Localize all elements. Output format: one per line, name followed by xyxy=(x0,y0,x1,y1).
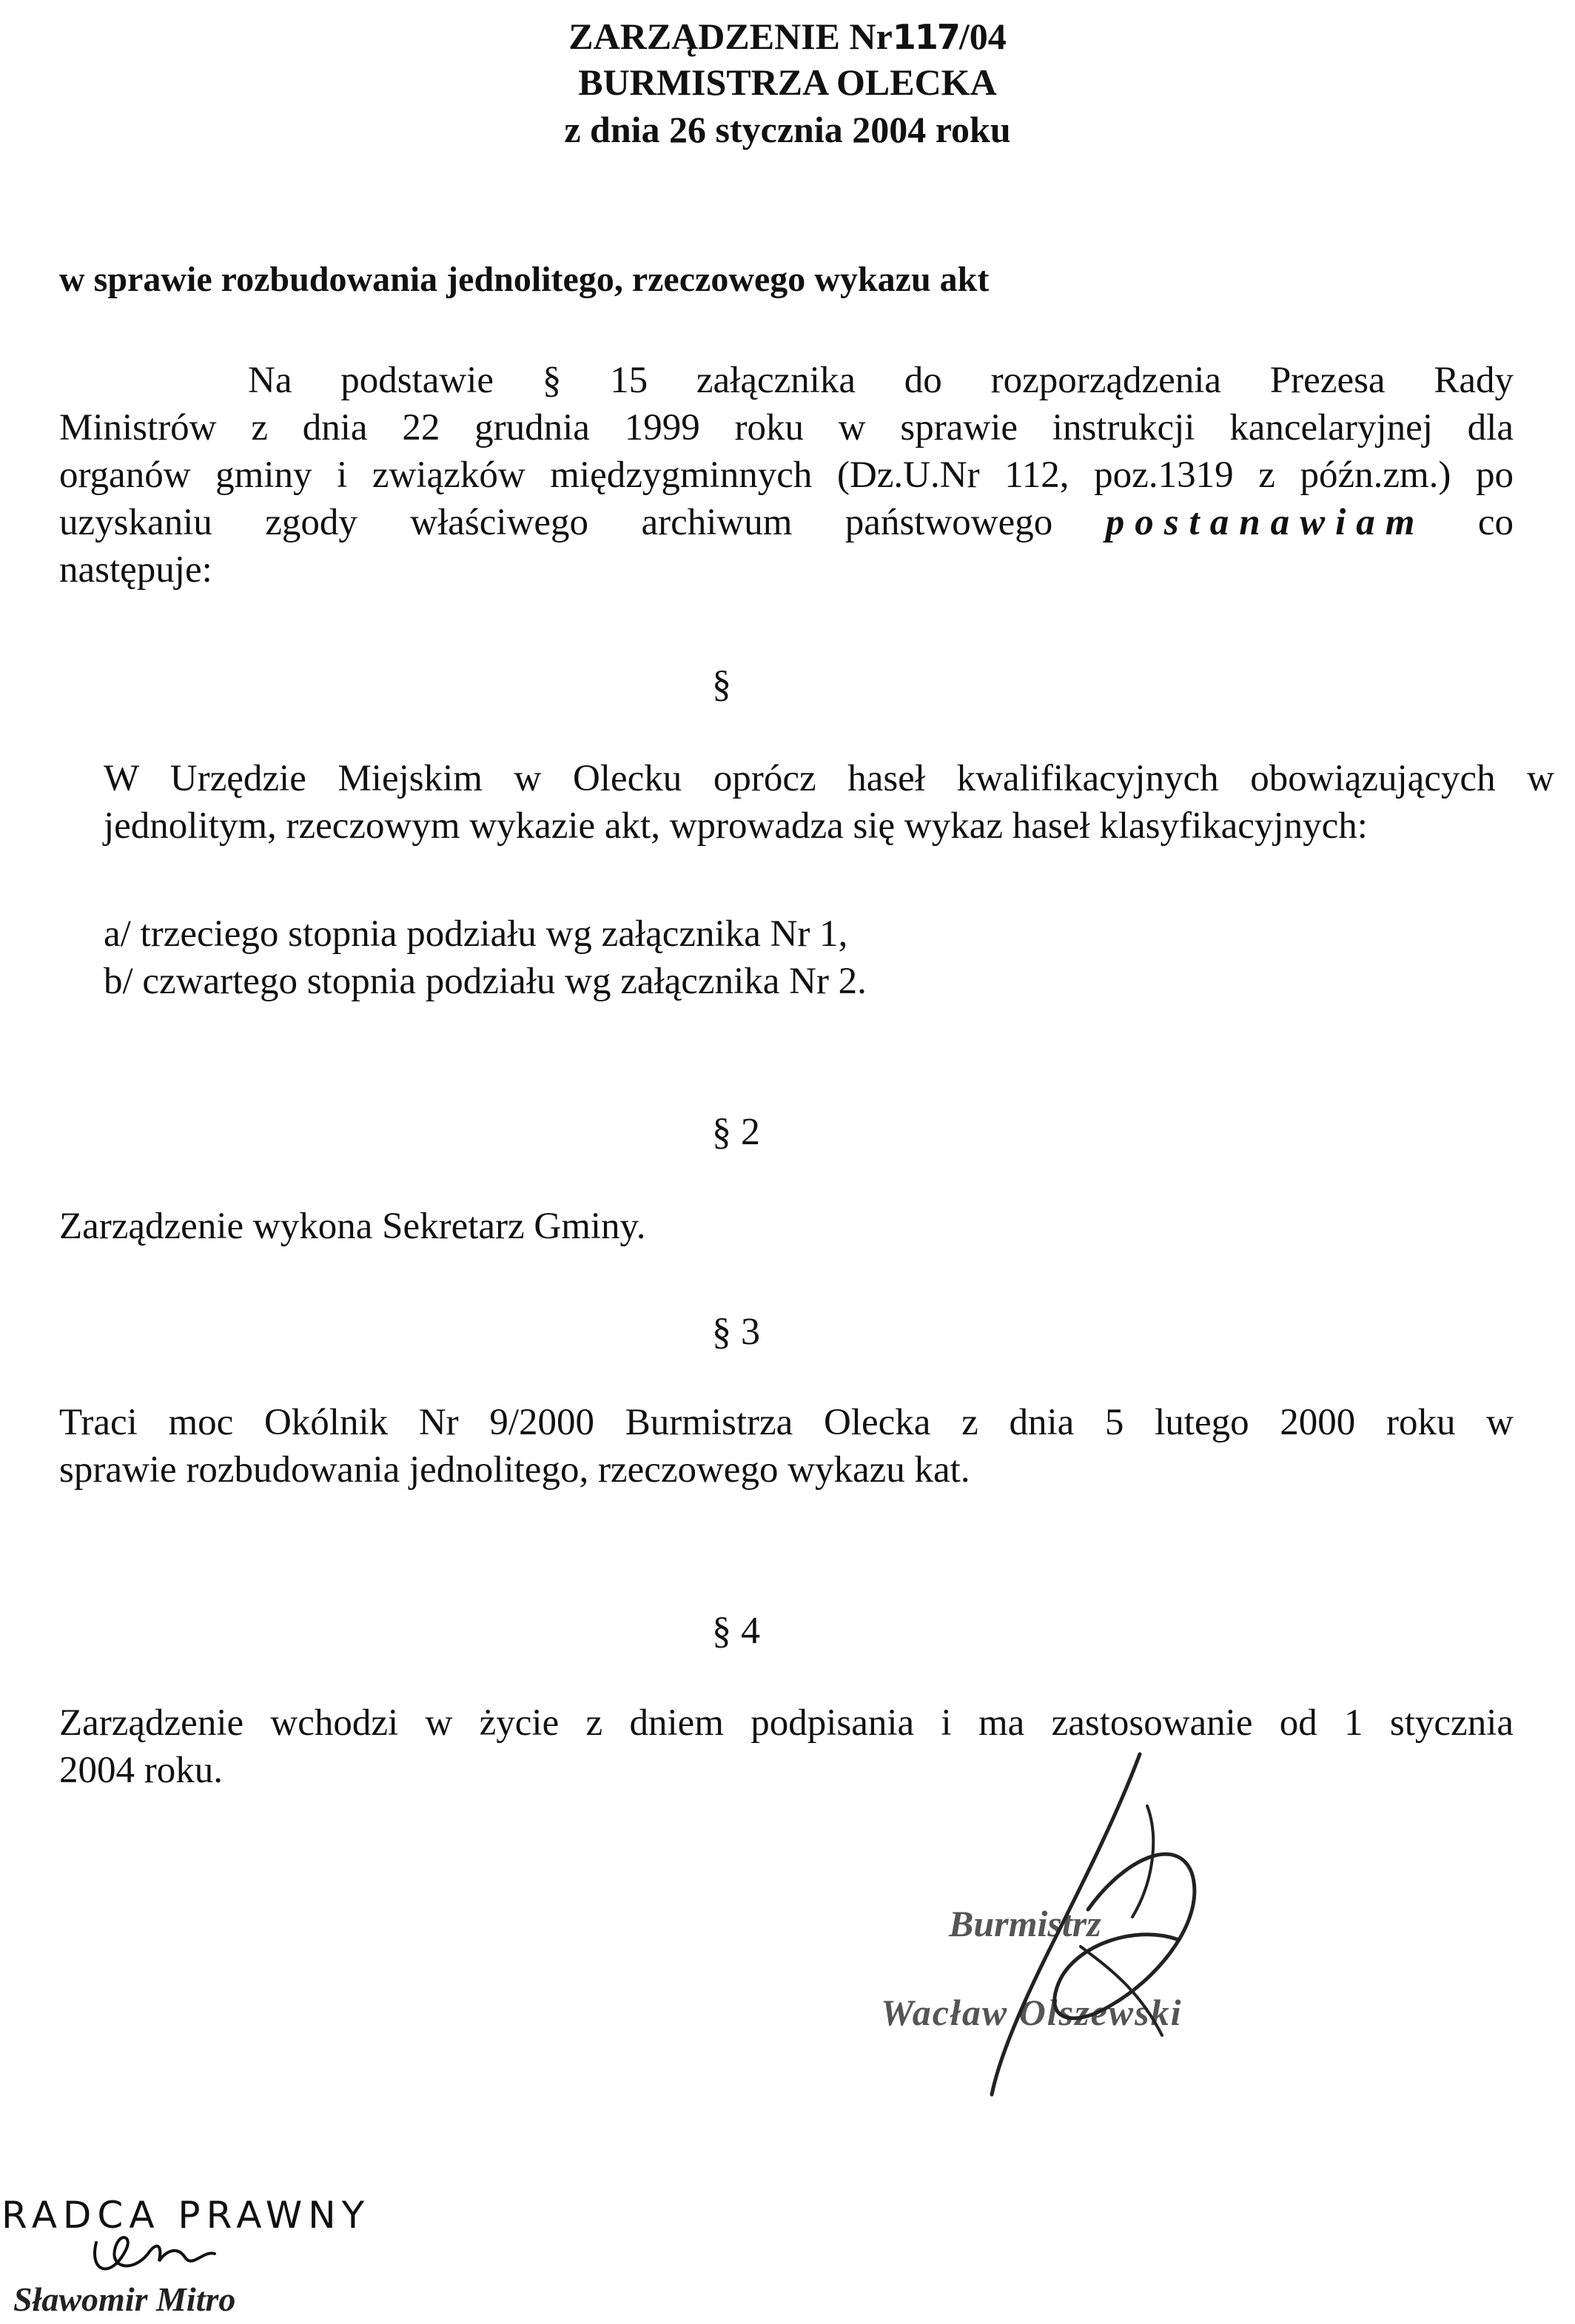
section-4-line: 2004 roku. xyxy=(59,1750,223,1791)
legal-basis-text: uzyskaniu zgody właściwego archiwum państwowego xyxy=(59,502,1053,543)
title-suffix: /04 xyxy=(958,16,1007,57)
section-4-mark: § 4 xyxy=(712,1610,760,1652)
section-1-mark: § xyxy=(712,663,731,705)
handwritten-number: 117 xyxy=(892,17,959,57)
document-date: z dnia 26 stycznia 2004 roku xyxy=(564,109,1011,150)
section-4-paragraph xyxy=(59,1699,1514,1794)
legal-basis-end: co xyxy=(1477,502,1514,543)
section-3-mark: § 3 xyxy=(712,1311,760,1353)
legal-basis-line: Ministrów z dnia 22 grudnia 1999 roku w sprawie instrukcji kancelaryjnej dla xyxy=(59,407,1514,449)
section-1-paragraph xyxy=(104,755,1554,850)
section-3-paragraph xyxy=(59,1399,1514,1494)
section-3-line: Traci moc Okólnik Nr 9/2000 Burmistrza Olecka z dnia 5 lutego 2000 roku w xyxy=(59,1402,1514,1443)
counsel-signature xyxy=(81,2220,244,2287)
handwritten-signature xyxy=(866,1724,1251,2109)
signatory-title: Burmistrz xyxy=(949,1903,1101,1944)
legal-basis-line: Na podstawie § 15 załącznika do rozporządzenia Prezesa Rady xyxy=(248,360,1514,401)
section-2-mark: § 2 xyxy=(712,1111,760,1153)
legal-basis-line: organów gminy i związków międzygminnych (Dz.U.Nr 112, poz.1319 z późn.zm.) po xyxy=(59,454,1514,496)
section-2-text: Zarządzenie wykona Sekretarz Gminy. xyxy=(59,1206,646,1247)
list-item-a: a/ trzeciego stopnia podziału wg załącznika Nr 1, xyxy=(104,913,848,955)
legal-basis-line xyxy=(59,499,1514,546)
section-1-line: jednolitym, rzeczowym wykazie akt, wprowadza się wykaz haseł klasyfikacyjnych: xyxy=(104,805,1368,847)
legal-counsel-name: Sławomir Mitro xyxy=(13,2280,236,2318)
subject: w sprawie rozbudowania jednolitego, rzeczowego wykazu akt xyxy=(59,260,990,299)
section-3-line: sprawie rozbudowania jednolitego, rzeczowego wykazu kat. xyxy=(59,1449,970,1491)
title-prefix: ZARZĄDZENIE Nr xyxy=(568,16,893,57)
signatory-name: Wacław Olszewski xyxy=(881,1992,1183,2033)
legal-basis-paragraph xyxy=(59,357,1514,594)
document-title xyxy=(0,12,1575,61)
issuer: BURMISTRZA OLECKA xyxy=(578,61,997,103)
section-1-line: W Urzędzie Miejskim w Olecku oprócz haseł kwalifikacyjnych obowiązujących w xyxy=(104,758,1554,799)
section-4-line: Zarządzenie wchodzi w życie z dniem podpisania i ma zastosowanie od 1 stycznia xyxy=(59,1702,1514,1744)
legal-counsel-stamp: RADCA PRAWNY xyxy=(1,2194,371,2237)
decision-keyword: postanawiam xyxy=(1105,502,1425,543)
legal-basis-line: następuje: xyxy=(59,549,212,591)
list-item-b: b/ czwartego stopnia podziału wg załącznika Nr 2. xyxy=(104,961,867,1002)
